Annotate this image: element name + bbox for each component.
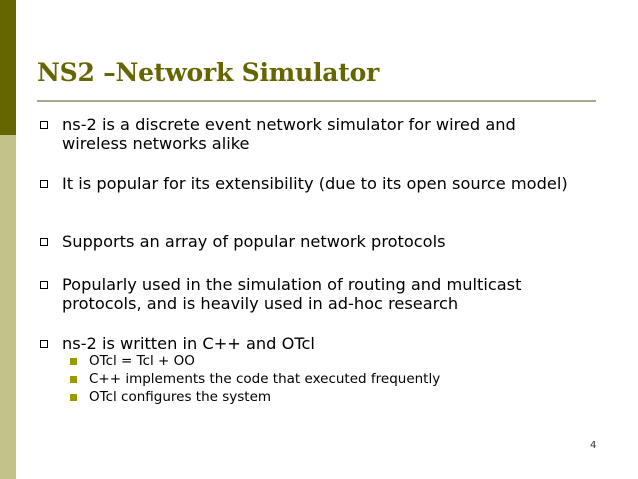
bullet-item: ns-2 is a discrete event network simulator for wired and wireless networks alike [62, 115, 516, 153]
bullet-item: ns-2 is written in C++ and OTcl [62, 334, 315, 353]
slide-title: NS2 –Network Simulator [37, 58, 380, 87]
sidebar-accent-light [0, 135, 16, 479]
sub-bullet-item: OTcl configures the system [89, 389, 272, 405]
sidebar-accent-dark [0, 0, 16, 135]
bullet-marker-icon [40, 238, 48, 246]
bullet-marker-icon [40, 180, 48, 188]
bullet-marker-icon [40, 121, 48, 129]
bullet-marker-icon [40, 281, 48, 289]
sub-bullet-marker-icon [70, 394, 77, 401]
sub-bullet-item: C++ implements the code that executed frequently [89, 371, 441, 387]
sub-bullet-marker-icon [70, 358, 77, 365]
bullet-item: Supports an array of popular network protocols [62, 232, 446, 251]
bullet-item: It is popular for its extensibility (due to its open source model) [62, 174, 568, 193]
bullet-marker-icon [40, 340, 48, 348]
bullet-item: Popularly used in the simulation of routing and multicast protocols, and is heavily used in ad-hoc research [62, 275, 522, 313]
sub-bullet-marker-icon [70, 376, 77, 383]
sub-bullet-item: OTcl = Tcl + OO [89, 353, 195, 369]
slide-number: 4 [590, 440, 597, 451]
title-divider [37, 100, 596, 102]
